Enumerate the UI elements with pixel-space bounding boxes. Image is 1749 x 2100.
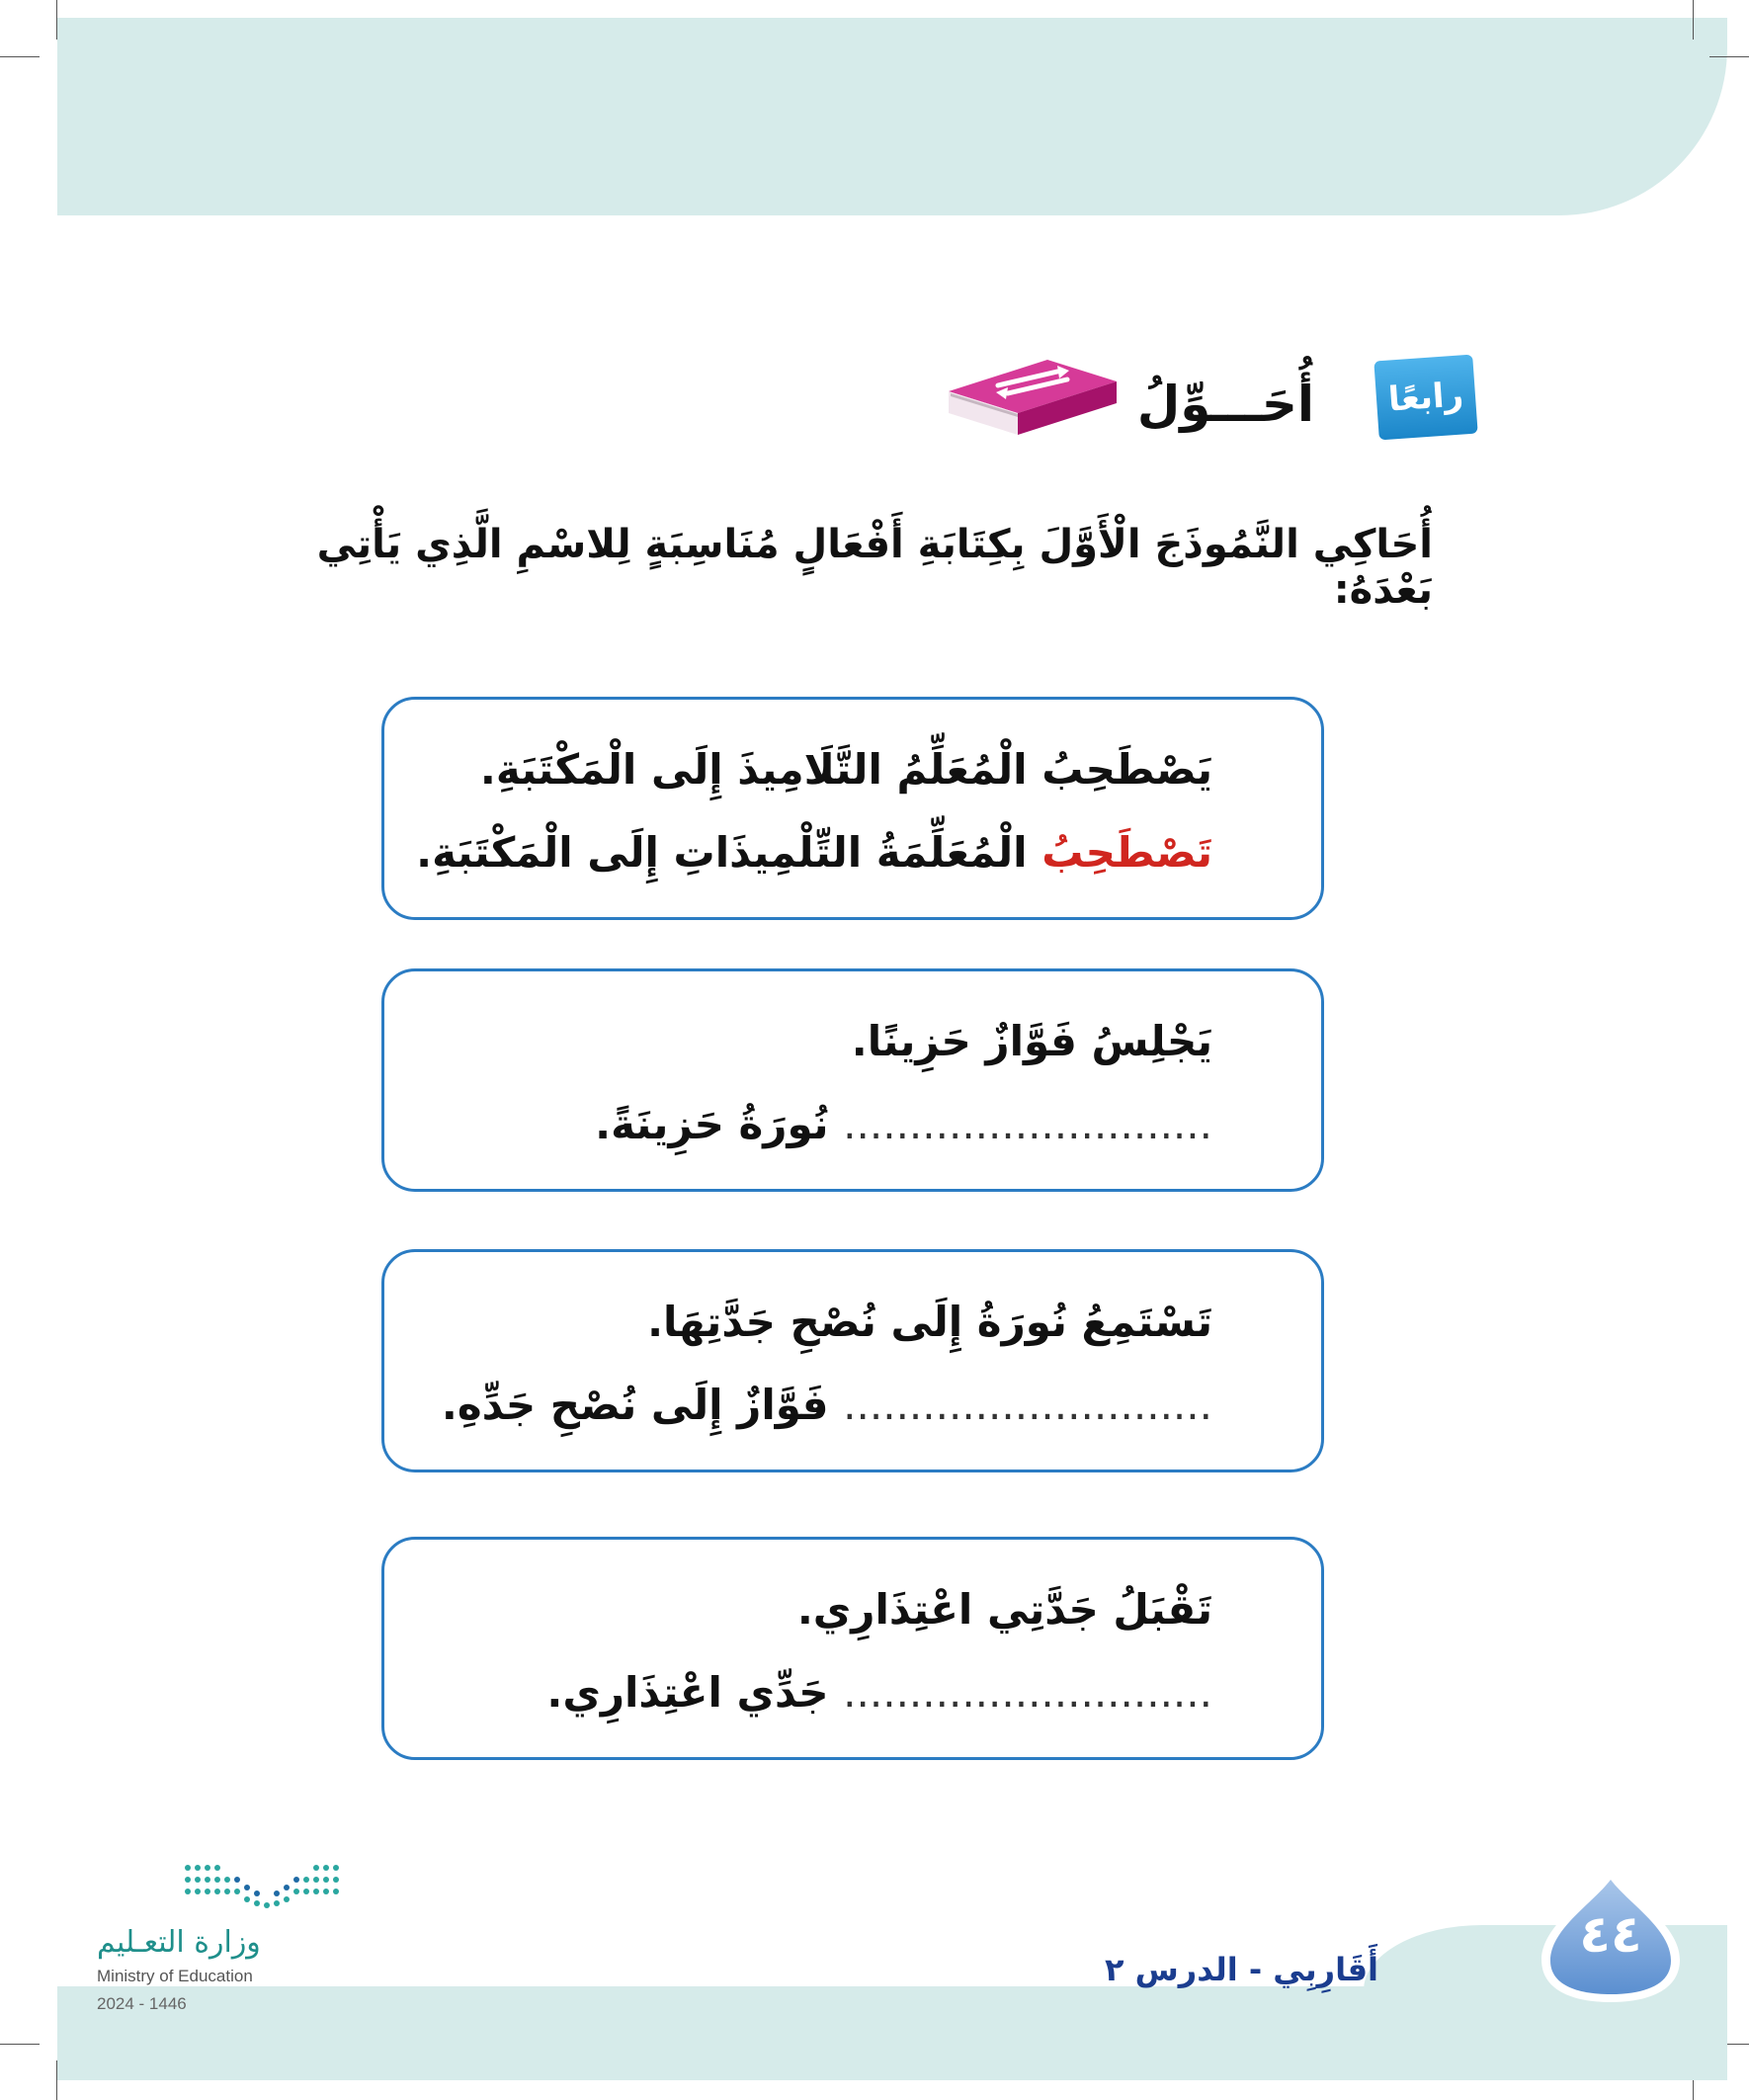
edition-year: 2024 - 1446 — [97, 1994, 187, 2013]
top-header-band — [57, 18, 1727, 215]
exercise-card-2 — [381, 968, 1324, 1192]
ministry-name-english: Ministry of Education — [97, 1967, 253, 1985]
crop-mark — [1709, 56, 1749, 57]
section-badge — [1374, 355, 1477, 441]
book-icon — [929, 352, 1126, 441]
answer-rest: الْمُعَلِّمَةُ التِّلْمِيذَاتِ إِلَى الْمَكْتَبَةِ. — [416, 828, 1028, 877]
page-number: ٤٤ — [1579, 1905, 1642, 1965]
answer-rest: جَدِّي اعْتِذَارِي. — [546, 1668, 829, 1717]
answer-verb: تَصْطَحِبُ — [1041, 828, 1212, 877]
instruction-text: أُحَاكِي النَّمُوذَجَ الْأَوَّلَ بِكِتَابَةِ أَفْعَالٍ مُنَاسِبَةٍ لِلاسْمِ الَّذِي يَأْتِي بَعْدَهُ: — [316, 522, 1433, 613]
answer-rest: نُورَةُ حَزِينَةً. — [595, 1100, 829, 1148]
section-badge-label: رابعًا — [1386, 375, 1465, 420]
model-sentence: يَصْطَحِبُ الْمُعَلِّمُ التَّلَامِيذَ إِلَى الْمَكْتَبَةِ. — [479, 745, 1212, 794]
crop-mark — [0, 56, 40, 57]
exercise-sentence: يَجْلِسُ فَوَّازٌ حَزِينًا. — [851, 1017, 1212, 1065]
lesson-label: أَقَارِبِي - الدرس ٢ — [1104, 1951, 1378, 1988]
model-answer — [416, 828, 1212, 877]
answer-rest: فَوَّازٌ إِلَى نُصْحِ جَدِّهِ. — [441, 1381, 829, 1429]
crop-mark — [56, 0, 57, 40]
exercise-card-3 — [381, 1249, 1324, 1472]
exercise-sentence: تَقْبَلُ جَدَّتِي اعْتِذَارِي. — [796, 1585, 1212, 1634]
answer-blank[interactable]: ............................ — [843, 1100, 1212, 1148]
ministry-name-arabic: وزارة التعـليم — [97, 1925, 261, 1960]
crop-mark — [0, 2044, 40, 2045]
exercise-answer-line — [442, 1381, 1212, 1429]
answer-blank[interactable]: ............................ — [843, 1381, 1212, 1429]
exercise-card-1 — [381, 697, 1324, 920]
footer-band — [57, 1986, 1727, 2080]
crop-mark — [1693, 0, 1694, 40]
exercise-answer-line — [546, 1668, 1212, 1717]
exercise-card-4 — [381, 1537, 1324, 1760]
exercise-sentence: تَسْتَمِعُ نُورَةُ إِلَى نُصْحِ جَدَّتِهَا. — [647, 1298, 1212, 1346]
section-title: أُحَـــوِّلُ — [1136, 376, 1314, 433]
ministry-logo-icon — [178, 1858, 356, 1927]
answer-blank[interactable]: ............................ — [843, 1668, 1212, 1717]
exercise-answer-line — [595, 1100, 1212, 1148]
